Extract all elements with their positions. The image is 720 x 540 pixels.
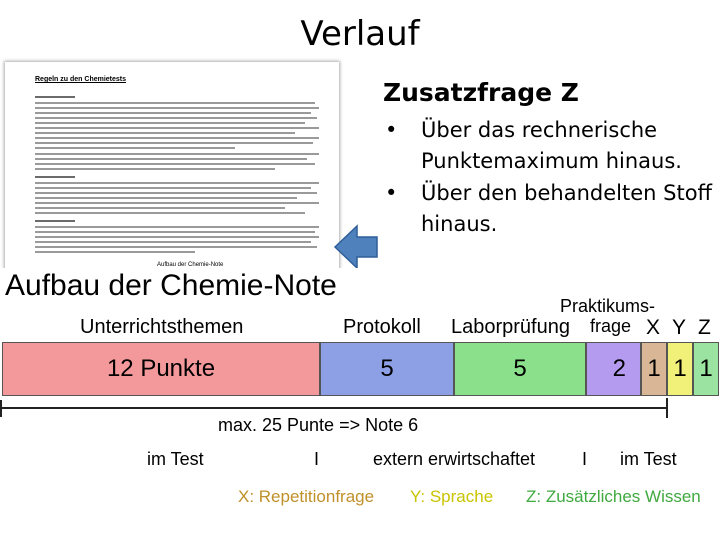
max-points-line: [0, 407, 668, 409]
document-heading-bar: [35, 96, 75, 98]
document-text-line: [35, 212, 305, 214]
document-text-line: [35, 236, 319, 238]
separator: I: [314, 449, 320, 469]
bullet-icon: •: [385, 181, 398, 205]
zusatzfrage-title: Zusatzfrage Z: [383, 78, 579, 107]
document-text-line: [35, 241, 311, 243]
document-text-line: [35, 251, 195, 253]
label-im-test: im Test: [147, 449, 204, 469]
arrow-left-icon: [333, 224, 379, 270]
grade-structure-title: Aufbau der Chemie-Note: [5, 269, 337, 302]
document-text-line: [35, 158, 307, 160]
document-text-line: [35, 197, 297, 199]
slide-title: Verlauf: [300, 14, 420, 54]
label-im-test: im Test: [620, 449, 677, 469]
document-text-line: [35, 246, 317, 248]
max-points-label: max. 25 Punte => Note 6: [218, 415, 419, 435]
document-caption: Aufbau der Chemie-Note: [157, 262, 224, 268]
segment-laborpruefung: 5: [454, 342, 586, 396]
segment-unterrichtsthemen: 12 Punkte: [2, 342, 320, 396]
scale-tick: [666, 398, 668, 418]
document-text-line: [35, 122, 305, 124]
document-heading-bar: [35, 176, 75, 178]
bullet-text: Über den behandelten Stoff hinaus.: [421, 181, 713, 236]
document-title: Regeln zu den Chemietests: [35, 76, 127, 83]
document-text-line: [35, 107, 319, 109]
document-heading-bar: [35, 220, 75, 222]
bullet-item: [385, 178, 720, 240]
document-text-line: [35, 182, 319, 184]
header-praktikumsfrage-line1: Praktikums-: [560, 296, 656, 316]
document-text-line: [35, 153, 319, 155]
document-text-line: [35, 137, 319, 139]
bullet-icon: •: [385, 118, 398, 142]
document-text-line: [35, 231, 315, 233]
label-extern-erwirtschaftet: extern erwirtschaftet: [373, 449, 536, 469]
document-text-line: [35, 132, 295, 134]
document-text-line: [35, 187, 311, 189]
header-laborpruefung: Laborprüfung: [451, 316, 570, 338]
header-x: X: [646, 316, 661, 339]
header-z: Z: [698, 316, 711, 339]
document-text-line: [35, 163, 315, 165]
bullet-item: [385, 115, 720, 177]
header-unterrichtsthemen: Unterrichtsthemen: [80, 316, 244, 338]
scale-tick: [0, 400, 2, 417]
document-text-line: [35, 127, 319, 129]
document-text-line: [35, 192, 317, 194]
document-text-line: [35, 168, 275, 170]
document-text-line: [35, 226, 319, 228]
segment-praktikumsfrage: 2: [586, 342, 641, 396]
document-text-line: [35, 207, 285, 209]
header-y: Y: [672, 316, 687, 339]
bullet-text: Über das rechnerische Punktemaximum hinaus.: [421, 118, 682, 173]
segment-x: 1: [641, 342, 667, 396]
document-text-line: [35, 147, 235, 149]
document-text-line: [35, 202, 319, 204]
header-praktikumsfrage-line2: frage: [590, 316, 632, 336]
segment-z: 1: [693, 342, 719, 396]
separator: I: [582, 449, 588, 469]
legend-x: X: Repetitionfrage: [238, 487, 375, 506]
document-text-line: [35, 112, 311, 114]
header-protokoll: Protokoll: [343, 316, 421, 338]
segment-protokoll: 5: [320, 342, 454, 396]
document-text-line: [35, 142, 313, 144]
segment-y: 1: [667, 342, 693, 396]
legend-y: Y: Sprache: [410, 487, 494, 506]
legend-z: Z: Zusätzliches Wissen: [526, 487, 701, 506]
document-text-line: [35, 102, 315, 104]
document-text-line: [35, 117, 317, 119]
